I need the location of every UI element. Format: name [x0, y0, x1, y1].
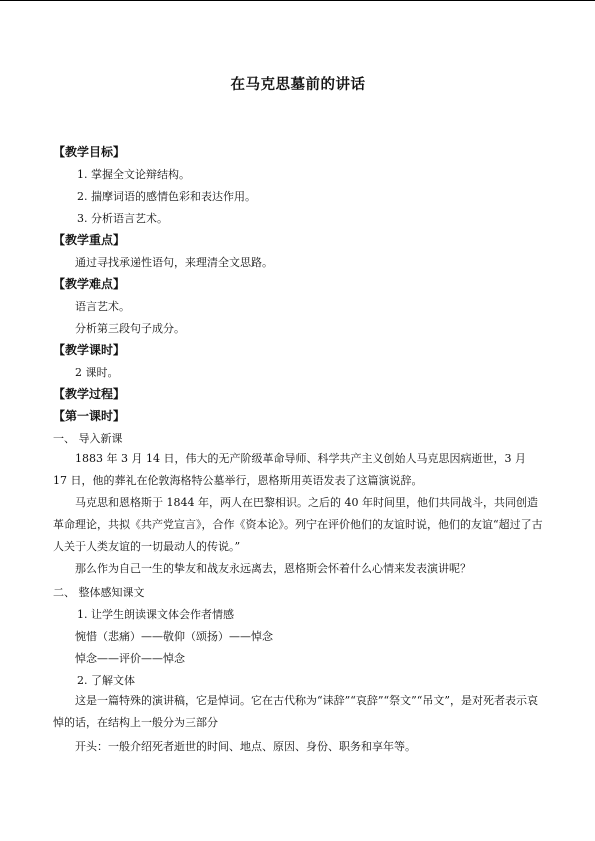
- heading-difficulties: 【教学难点】: [53, 277, 126, 291]
- emotion-line-2: 悼念——评价——悼念: [75, 652, 185, 665]
- difficulty-item-1: 语言艺术。: [75, 300, 130, 313]
- part-2-item-2: 2. 了解文体: [77, 674, 135, 687]
- heading-teaching-process: 【教学过程】: [53, 387, 126, 401]
- class-hours-text: 2 课时。: [75, 366, 119, 379]
- heading-teaching-goals: 【教学目标】: [53, 145, 126, 159]
- part-2-title: 二、 整体感知课文: [53, 586, 145, 599]
- part-2-item-1: 1. 让学生朗读课文体会作者情感: [77, 608, 234, 621]
- opening-description: 开头：一般介绍死者逝世的时间、地点、原因、身份、职务和享年等。: [75, 740, 416, 753]
- document-title: 在马克思墓前的讲话: [230, 77, 366, 93]
- difficulty-item-2: 分析第三段句子成分。: [75, 322, 185, 335]
- goal-item-1: 1. 掌握全文论辩结构。: [77, 168, 190, 181]
- intro-paragraph-1: 1883 年 3 月 14 日，伟大的无产阶级革命导师、科学共产主义创始人马克思因病逝世，3 月 17 日，他的葬礼在伦敦海格特公墓举行，恩格斯用英语发表了这篇演说辞。: [53, 452, 526, 487]
- part-1-title: 一、 导入新课: [53, 432, 123, 445]
- key-point-text: 通过寻找承递性语句，来理清全文思路。: [75, 256, 273, 269]
- emotion-line-1: 惋惜（悲痛）——敬仰（颂扬）——悼念: [75, 630, 273, 643]
- intro-paragraph-3: 那么作为自己一生的挚友和战友永远离去，恩格斯会怀着什么心情来发表演讲呢？: [75, 562, 471, 575]
- intro-paragraph-2: 马克思和恩格斯于 1844 年，两人在巴黎相识。之后的 40 年时间里，他们共同战斗，共同创造革命理论，共拟《共产党宣言》，合作《资本论》。列宁在评价他们的友谊时说，他们的友谊“超过了古人关于人类友谊的一切最动人的传说。”: [53, 496, 543, 553]
- goal-item-2: 2. 揣摩词语的感情色彩和表达作用。: [77, 190, 256, 203]
- heading-class-hours: 【教学课时】: [53, 343, 126, 357]
- top-border-line: [0, 0, 595, 1]
- goal-item-3: 3. 分析语言艺术。: [77, 212, 168, 225]
- heading-first-lesson: 【第一课时】: [53, 409, 126, 423]
- genre-paragraph: 这是一篇特殊的演讲稿，它是悼词。它在古代称为“诔辞”“哀辞”“祭文”“吊文”，是对死者表示哀悼的话，在结构上一般分为三部分: [53, 694, 538, 729]
- heading-key-points: 【教学重点】: [53, 233, 126, 247]
